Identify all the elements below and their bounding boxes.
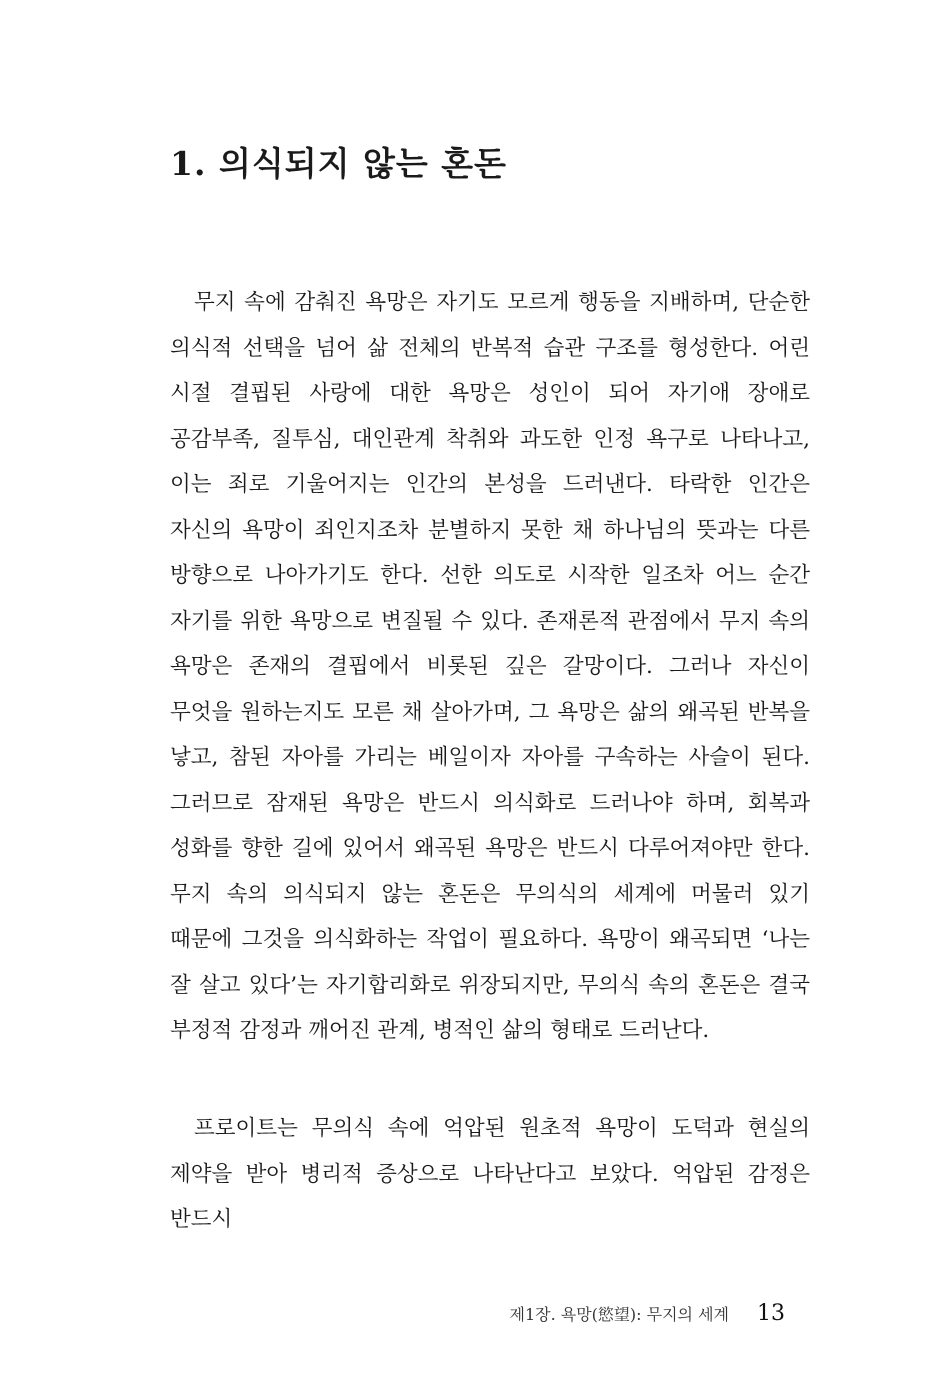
page-number: 13 [757, 1301, 785, 1326]
chapter-label: 제1장. 욕망(慾望): 무지의 세계 [509, 1305, 729, 1324]
section-title: 1. 의식되지 않는 혼돈 [170, 144, 507, 183]
body-paragraph-2: 프로이트는 무의식 속에 억압된 원초적 욕망이 도덕과 현실의 제약을 받아 병리적 증상으로 나타난다고 보았다. 억압된 감정은 반드시 [170, 1116, 810, 1232]
running-footer [509, 1301, 785, 1326]
body-paragraph-1: 무지 속에 감춰진 욕망은 자기도 모르게 행동을 지배하며, 단순한 의식적 선택을 넘어 삶 전체의 반복적 습관 구조를 형성한다. 어린 시절 결핍된 사랑에 대한 욕망은 성인이 되어 자기애 장애로 공감부족, 질투심, 대인관계 착취와 과도한 인정 욕구로 나타나고, 이는 죄로 기울어지는 인간의 본성을 드러낸다. 타락한 인간은 자신의 욕망이 죄인지조차 분별하지 못한 채 하나님의 뜻과는 다른 방향으로 나아가기도 한다. 선한 의도로 시작한 일조차 어느 순간 자기를 위한 욕망으로 변질될 수 있다. 존재론적 관점에서 무지 속의 욕망은 존재의 결핍에서 비롯된 깊은 갈망이다. 그러나 자신이 무엇을 원하는지도 모른 채 살아가며, 그 욕망은 삶의 왜곡된 반복을 낳고, 참된 자아를 가리는 베일이자 자아를 구속하는 사슬이 된다. 그러므로 잠재된 욕망은 반드시 의식화로 드러나야 하며, 회복과 성화를 향한 길에 있어서 왜곡된 욕망은 반드시 다루어져야만 한다. 무지 속의 의식되지 않는 혼돈은 무의식의 세계에 머물러 있기 때문에 그것을 의식화하는 작업이 필요하다. 욕망이 왜곡되면 ‘나는 잘 살고 있다’는 자기합리화로 위장되지만, 무의식 속의 혼돈은 결국 부정적 감정과 깨어진 관계, 병적인 삶의 형태로 드러난다. [170, 290, 810, 1043]
